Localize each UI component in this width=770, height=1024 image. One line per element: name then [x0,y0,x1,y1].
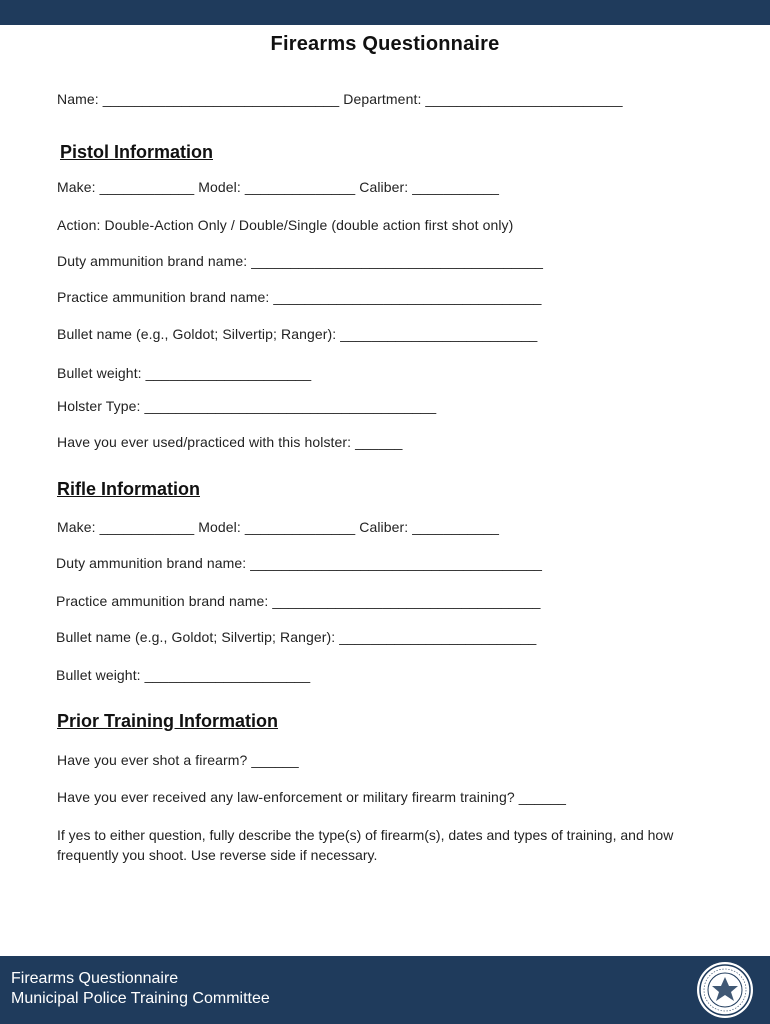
pistol-bullet-name: Bullet name (e.g., Goldot; Silvertip; Ranger): _________________________ [57,326,538,342]
footer-title: Firearms Questionnaire [11,970,179,987]
name-department-line: Name: ______________________________ Department: _________________________ [57,91,623,107]
pistol-make-model-caliber: Make: ____________ Model: ______________ Caliber: ___________ [57,179,500,195]
footer-banner [0,956,770,1024]
pistol-action: Action: Double-Action Only / Double/Single (double action first shot only) [57,217,514,233]
training-instructions: If yes to either question, fully describe the type(s) of firearm(s), dates and types of training, and how frequently you shoot. Use reverse side if necessary. [57,827,674,863]
top-banner [0,0,770,25]
rifle-duty-ammo: Duty ammunition brand name: _____________________________________ [56,555,543,571]
pistol-holster-practice: Have you ever used/practiced with this holster: ______ [57,434,403,450]
training-law-enforcement: Have you ever received any law-enforcement or military firearm training? ______ [57,789,567,805]
training-shot-firearm: Have you ever shot a firearm? ______ [57,752,299,768]
training-section-heading: Prior Training Information [57,711,279,731]
commonwealth-seal-icon [696,961,754,1019]
rifle-section-heading: Rifle Information [57,479,200,499]
rifle-practice-ammo: Practice ammunition brand name: __________________________________ [56,593,541,609]
pistol-bullet-weight: Bullet weight: _____________________ [57,365,312,381]
rifle-bullet-weight: Bullet weight: _____________________ [56,667,311,683]
pistol-holster-type: Holster Type: _____________________________________ [57,398,437,414]
rifle-bullet-name: Bullet name (e.g., Goldot; Silvertip; Ranger): _________________________ [56,629,537,645]
footer-organization: Municipal Police Training Committee [11,990,270,1007]
rifle-make-model-caliber: Make: ____________ Model: ______________ Caliber: ___________ [57,519,500,535]
pistol-section-heading: Pistol Information [60,142,213,162]
pistol-practice-ammo: Practice ammunition brand name: __________________________________ [57,289,542,305]
page-title: Firearms Questionnaire [270,33,500,55]
pistol-duty-ammo: Duty ammunition brand name: _____________________________________ [57,253,544,269]
